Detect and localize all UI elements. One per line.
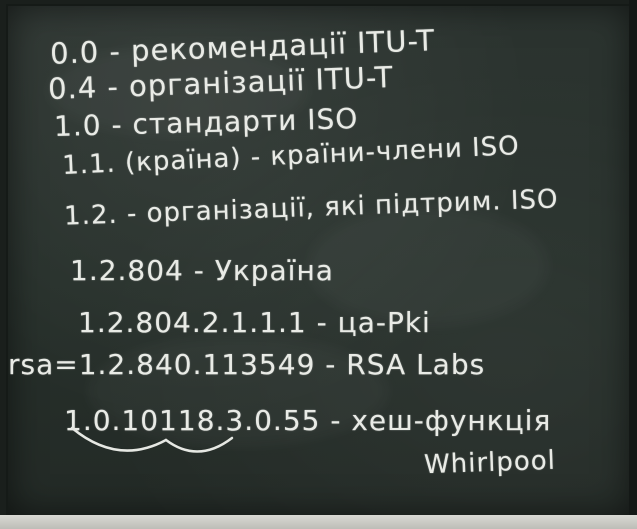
board-line-1: 0.0 - рекомендації ITU-T: [49, 23, 436, 71]
board-line-3: 1.0 - стандарти ISO: [53, 102, 359, 143]
board-line-6: 1.2.804 - Україна: [70, 254, 334, 287]
board-line-4: 1.1. (країна) - країни-члени ISO: [61, 131, 521, 181]
chalk-arc-underline: [68, 418, 238, 468]
chalk-tray: [0, 515, 637, 529]
board-line-10: Whirlpool: [423, 445, 557, 481]
board-frame-edge: [629, 0, 637, 529]
board-line-5: 1.2. - організації, які підтрим. ISO: [63, 184, 559, 232]
board-line-2: 0.4 - організації ITU-T: [47, 59, 394, 107]
board-line-7: 1.2.804.2.1.1.1 - ца-Pki: [78, 306, 431, 339]
chalkboard: [6, 4, 633, 518]
board-line-8: rsa=1.2.840.113549 - RSA Labs: [8, 348, 486, 381]
board-line-9: 1.0.10118.3.0.55 - хеш-функція: [64, 404, 552, 437]
